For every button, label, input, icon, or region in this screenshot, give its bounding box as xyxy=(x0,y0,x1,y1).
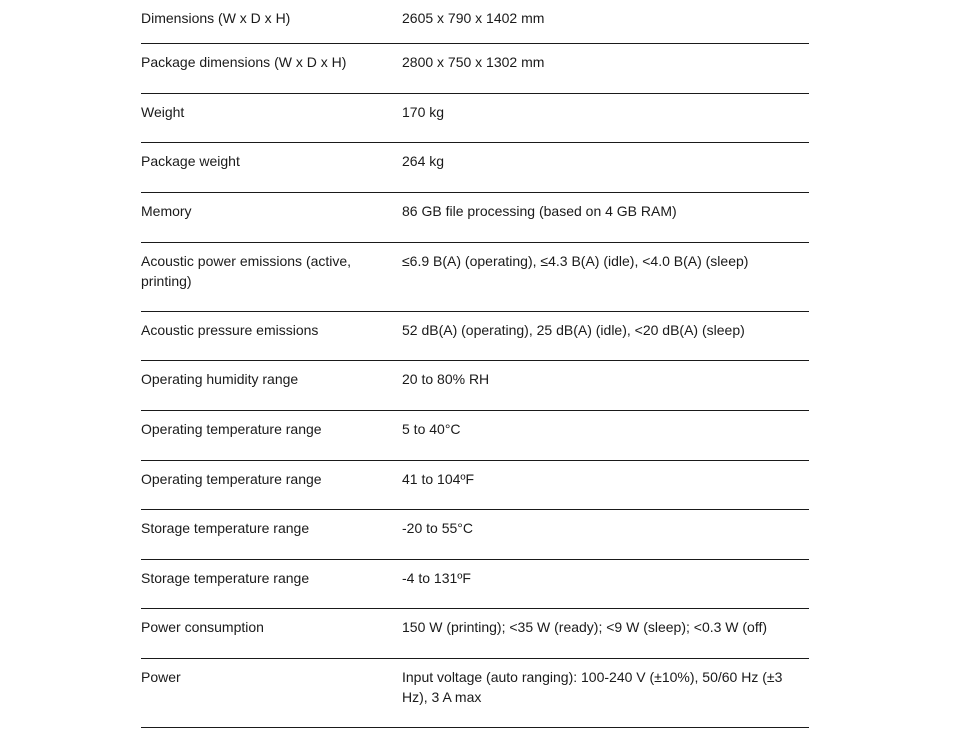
spec-row xyxy=(141,609,809,659)
spec-value: 20 to 80% RH xyxy=(402,371,490,387)
spec-row xyxy=(141,461,809,510)
spec-value: 2605 x 790 x 1402 mm xyxy=(402,10,545,26)
spec-label: Storage temperature range xyxy=(141,520,310,536)
spec-value: 41 to 104ºF xyxy=(402,471,475,487)
spec-value: ≤6.9 B(A) (operating), ≤4.3 B(A) (idle), <4.0 B(A) (sleep) xyxy=(402,253,749,269)
spec-row xyxy=(141,193,809,243)
spec-value: -20 to 55°C xyxy=(402,520,473,536)
spec-value: Input voltage (auto ranging): 100-240 V (±10%), 50/60 Hz (±3 Hz), 3 A max xyxy=(402,669,783,705)
spec-label: Power xyxy=(141,669,181,685)
spec-label: Storage temperature range xyxy=(141,570,310,586)
spec-value: 52 dB(A) (operating), 25 dB(A) (idle), <20 dB(A) (sleep) xyxy=(402,322,745,338)
spec-table xyxy=(141,0,809,728)
spec-label: Acoustic pressure emissions xyxy=(141,322,319,338)
spec-label: Dimensions (W x D x H) xyxy=(141,10,291,26)
spec-label: Operating temperature range xyxy=(141,421,322,437)
spec-value: 2800 x 750 x 1302 mm xyxy=(402,54,545,70)
spec-row xyxy=(141,361,809,411)
spec-label: Power consumption xyxy=(141,619,264,635)
spec-value: -4 to 131ºF xyxy=(402,570,471,586)
spec-value: 86 GB file processing (based on 4 GB RAM) xyxy=(402,203,677,219)
spec-row xyxy=(141,0,809,44)
spec-row xyxy=(141,44,809,94)
spec-row xyxy=(141,560,809,609)
spec-row xyxy=(141,411,809,461)
spec-row xyxy=(141,510,809,560)
spec-row xyxy=(141,94,809,143)
spec-value: 264 kg xyxy=(402,153,445,169)
spec-value: 5 to 40°C xyxy=(402,421,461,437)
spec-row xyxy=(141,659,809,728)
spec-row xyxy=(141,312,809,361)
spec-label: Package weight xyxy=(141,153,240,169)
spec-label: Operating humidity range xyxy=(141,371,299,387)
spec-value: 150 W (printing); <35 W (ready); <9 W (sleep); <0.3 W (off) xyxy=(402,619,768,635)
spec-label: Operating temperature range xyxy=(141,471,322,487)
spec-label: Weight xyxy=(141,104,185,120)
spec-value: 170 kg xyxy=(402,104,445,120)
spec-label: Memory xyxy=(141,203,192,219)
spec-row xyxy=(141,243,809,312)
spec-row xyxy=(141,143,809,193)
spec-label: Package dimensions (W x D x H) xyxy=(141,54,347,70)
spec-label: Acoustic power emissions (active, printing) xyxy=(141,253,352,289)
